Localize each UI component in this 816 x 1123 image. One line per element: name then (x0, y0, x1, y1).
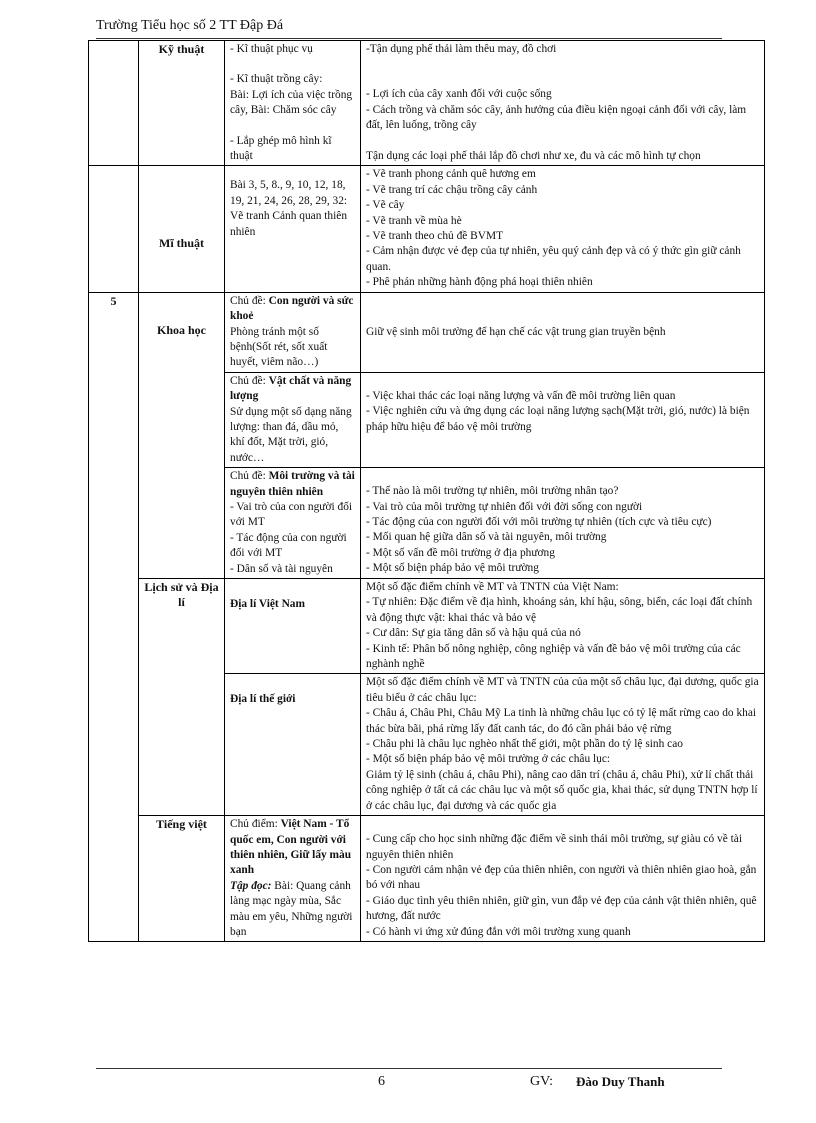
content-line: -Tận dụng phế thải làm thêu may, đồ chơi (366, 43, 557, 55)
lesson-line: Bài: Quang cảnh làng mạc ngày mùa, Sắc màu em yêu, Những người bạn (230, 879, 353, 938)
lesson-cell: Chủ điểm: Việt Nam - Tổ quốc em, Con người với thiên nhiên, Giữ lấy màu xanh Tập đọc: Bài: Quang cảnh làng mạc ngày mùa, Sắc màu em yêu, Những người bạn (225, 816, 361, 942)
grade-cell (89, 41, 139, 166)
lesson-line: Bài: Lợi ích của việc trồng cây, Bài: Chăm sóc cây (230, 88, 353, 117)
content-cell (361, 292, 765, 372)
content-line: - Lợi ích của cây xanh đối với cuộc sống (366, 88, 552, 101)
grade-cell (89, 166, 139, 292)
content-cell (361, 166, 765, 292)
content-line: - Cách trồng và chăm sóc cây, ảnh hưởng của điều kiện ngoại cảnh đối với cây, làm đất, lên luống, trồng cây (366, 103, 747, 132)
lesson-line: - Kĩ thuật trồng cây: (230, 73, 323, 86)
table-row (89, 579, 765, 674)
topic-title: Địa lí Việt Nam (225, 579, 361, 674)
lesson-line: Sử dụng một số dạng năng lượng: than đá, dầu mỏ, khí đốt, Mặt trời, gió, nước… (230, 405, 352, 464)
topic-title: Việt Nam - Tổ quốc em, Con người với thiên nhiên, Giữ lấy màu xanh (230, 818, 352, 877)
lesson-line: - Tác động của con người đối với MT (230, 531, 347, 560)
tap-doc-label: Tập đọc: (230, 879, 272, 892)
teacher-name: Đào Duy Thanh (576, 1074, 665, 1089)
lesson-line: Phòng tránh một số bệnh(Sốt rét, sốt xuất huyết, viêm não…) (230, 325, 328, 369)
topic-title: Môi trường và tài nguyên thiên nhiên (230, 470, 355, 498)
table-row (89, 816, 765, 942)
lesson-line: - Dân số và tài nguyên (230, 562, 333, 575)
content-line: - Giáo dục tình yêu thiên nhiên, giữ gìn, vun đắp vẻ đẹp của cảnh vật thiên nhiên, quê hương, đất nước (366, 894, 757, 923)
subject-cell: Mĩ thuật (139, 166, 225, 292)
subject-cell: Khoa học (139, 292, 225, 578)
content-cell (361, 674, 765, 816)
grade-number: 5 (89, 292, 139, 942)
content-line: Giữ vệ sinh môi trường để hạn chế các vật trung gian truyền bệnh (366, 325, 666, 338)
table-row (89, 41, 765, 166)
content-line: - Con người cảm nhận vẻ đẹp của thiên nhiên, con người và thiên nhiên giao hoà, gắn bó với nhau (366, 863, 757, 892)
lesson-line: - Kĩ thuật phục vụ (230, 43, 313, 55)
content-line: - Một số vấn đề môi trường ở địa phương (366, 546, 555, 559)
content-line: - Phê phán những hành động phá hoại thiên nhiên (366, 276, 593, 289)
content-line: - Thế nào là môi trường tự nhiên, môi trường nhân tạo? (366, 485, 619, 498)
subject-cell: Tiếng việt (139, 816, 225, 942)
lesson-cell (225, 166, 361, 292)
content-cell (361, 816, 765, 942)
content-line: - Mối quan hệ giữa dân số và tài nguyên, môi trường (366, 531, 607, 544)
curriculum-table (88, 40, 765, 942)
teacher-label: GV: (530, 1074, 554, 1089)
content-line: - Có hành vi ứng xử đúng đắn với môi trường xung quanh (366, 925, 631, 938)
content-line: - Một số biện pháp bảo vệ môi trường (366, 562, 539, 575)
content-line: Giảm tỷ lệ sinh (châu á, châu Phi), nâng cao dân trí (châu á, châu Phi), xử lí chất thải công nghiệp ở tất cả các châu lục và một số quốc gia, khai thác, sử dụng TNTN hợp lí ở các châu lục, đại dương và các quốc gia (366, 768, 758, 812)
header-divider (96, 38, 722, 39)
content-line: - Cảm nhận được vẻ đẹp của tự nhiên, yêu quý cảnh đẹp và có ý thức gìn giữ cảnh quan. (366, 245, 741, 273)
content-line: - Một số biện pháp bảo vệ môi trường ở các châu lục: (366, 753, 611, 766)
content-line: - Vẽ trang trí các chậu trồng cây cảnh (366, 183, 538, 196)
content-line: - Vẽ tranh về mùa hè (366, 214, 462, 227)
page-number: 6 (378, 1074, 385, 1089)
content-line: - Cung cấp cho học sinh những đặc điểm về sinh thái môi trường, sự giàu có về tài nguyên thiên nhiên (366, 833, 742, 861)
content-cell (361, 579, 765, 674)
lesson-line: Bài 3, 5, 8., 9, 10, 12, 18, 19, 21, 24, 26, 28, 29, 32: Vẽ tranh Cảnh quan thiên nhiên (230, 179, 348, 238)
content-line: - Châu phi là châu lục nghèo nhất thế giới, một phần do tỷ lệ sinh cao (366, 738, 683, 751)
lesson-line: - Vai trò của con người đối với MT (230, 500, 353, 529)
subject-cell: Kỹ thuật (139, 41, 225, 166)
content-line: - Tác động của con người đối với môi trường tự nhiên (tích cực và tiêu cực) (366, 515, 712, 528)
lesson-cell: Chủ đề: Con người và sức khoẻ Phòng tránh một số bệnh(Sốt rét, sốt xuất huyết, viêm não…) (225, 292, 361, 372)
content-line: Tận dụng các loại phế thải lắp đồ chơi như xe, đu và các mô hình tự chọn (366, 149, 701, 162)
table-row (89, 292, 765, 372)
subject-cell: Lịch sử và Địa lí (139, 579, 225, 816)
topic-title: Địa lí thế giới (225, 674, 361, 816)
topic-title: Vật chất và năng lượng (230, 374, 352, 403)
content-line: - Châu á, Châu Phi, Châu Mỹ La tinh là những châu lục có tỷ lệ mất rừng cao do khai thác bừa bãi, phá rừng lấy đất canh tác, do đó cần phải bảo vệ rừng (366, 707, 757, 735)
content-line: - Vẽ tranh phong cảnh quê hương em (366, 168, 536, 181)
content-line: - Cư dân: Sự gia tăng dân số và hậu quả của nó (366, 627, 581, 640)
lesson-line: - Lắp ghép mô hình kĩ thuật (230, 134, 332, 163)
content-line: Một số đặc điểm chính về MT và TNTN của của một số châu lục, đại dương, quốc gia tiêu biểu ở các châu lục: (366, 676, 759, 704)
school-header: Trường Tiểu học số 2 TT Đập Đá (96, 18, 284, 33)
content-cell (361, 41, 765, 166)
content-line: - Tự nhiên: Đặc điểm về địa hình, khoáng sản, khí hậu, sông, biển, các loại đất chính và động thực vật: khai thác và bảo vệ (366, 596, 753, 624)
lesson-cell: Chủ đề: Vật chất và năng lượng Sử dụng một số dạng năng lượng: than đá, dầu mỏ, khí đốt, Mặt trời, gió, nước… (225, 372, 361, 467)
content-line: Một số đặc điểm chính về MT và TNTN của Việt Nam: (366, 581, 619, 593)
content-line: - Vẽ tranh theo chủ đề BVMT (366, 230, 504, 243)
topic-title: Con người và sức khoẻ (230, 294, 354, 323)
content-line: - Vai trò của môi trường tự nhiên đối với đời sống con người (366, 500, 643, 513)
content-line: - Vẽ cây (366, 199, 405, 212)
footer-divider (96, 1068, 722, 1069)
content-cell (361, 468, 765, 579)
content-line: - Việc nghiên cứu và ứng dụng các loại năng lượng sạch(Mặt trời, gió, nước) là biện pháp hữu hiệu để bảo vệ môi trường (366, 405, 750, 433)
lesson-cell (225, 41, 361, 166)
content-line: - Kinh tế: Phân bố nông nghiệp, công nghiệp và vấn đề bảo vệ môi trường của các nghành nghề (366, 642, 741, 671)
content-cell (361, 372, 765, 467)
content-line: - Việc khai thác các loại năng lượng và vấn đề môi trường liên quan (366, 389, 676, 402)
table-row (89, 166, 765, 292)
lesson-cell: Chủ đề: Môi trường và tài nguyên thiên nhiên - Vai trò của con người đối với MT - Tác động của con người đối với MT - Dân số và tài nguyên (225, 468, 361, 579)
